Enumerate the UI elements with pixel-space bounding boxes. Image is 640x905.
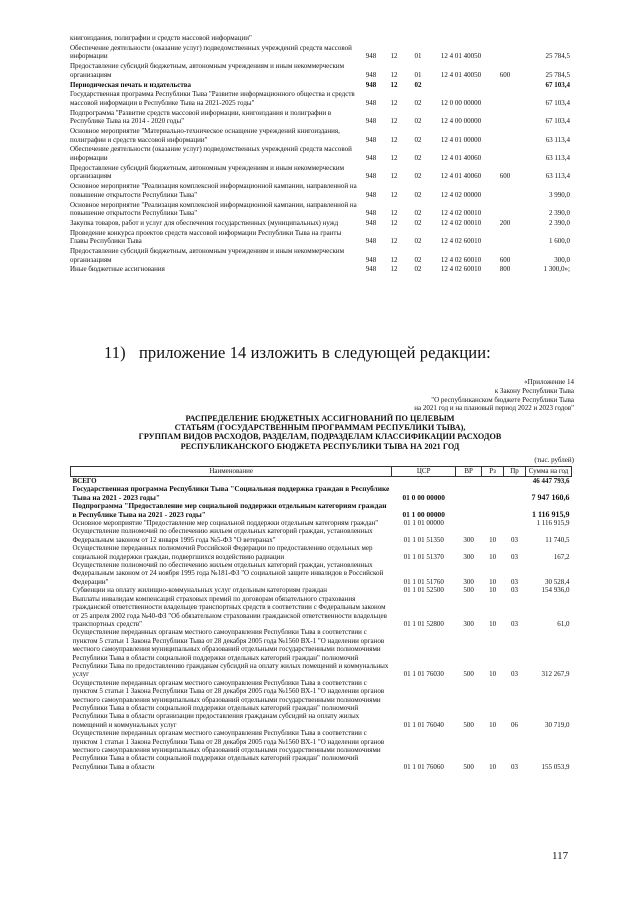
cell-csr: 01 1 01 52500 bbox=[403, 586, 444, 595]
cell-pr: 02 bbox=[414, 117, 422, 126]
cell-vr: 300 bbox=[463, 619, 474, 628]
cell-g: 948 bbox=[365, 172, 377, 181]
cell-sum: 155 053,9 bbox=[541, 762, 570, 771]
cell-sum: 67 103,4 bbox=[545, 80, 570, 89]
table-row bbox=[70, 219, 570, 228]
cell-sum: 1 116 915,9 bbox=[536, 519, 570, 528]
cell-rz: 12 bbox=[390, 190, 398, 199]
table-row bbox=[71, 561, 572, 586]
cell-pr: 03 bbox=[511, 586, 519, 595]
cell-pr: 02 bbox=[414, 218, 422, 227]
table-row bbox=[70, 182, 570, 199]
cell-vr bbox=[456, 477, 482, 486]
cell-csr: 01 1 01 76060 bbox=[403, 762, 444, 771]
cell-vr: 500 bbox=[463, 586, 474, 595]
cell-rz: 10 bbox=[489, 720, 497, 729]
cell-pr bbox=[504, 519, 526, 527]
cell-csr: 01 1 00 00000 bbox=[402, 509, 445, 519]
cell-name: ВСЕГО bbox=[72, 477, 97, 485]
cell-sum: 25 784,5 bbox=[545, 52, 570, 61]
cell-name: Закупка товаров, работ и услуг для обеспечения государственных (муниципальных) нужд bbox=[70, 218, 339, 227]
cell-csr: 12 4 02 60010 bbox=[440, 255, 482, 264]
table-row bbox=[71, 527, 572, 544]
table-row bbox=[70, 81, 570, 90]
cell-name: Предоставление субсидий бюджетным, автономным учреждениям и иным некоммерческим организациям bbox=[70, 163, 345, 181]
cell-pr bbox=[504, 477, 526, 486]
cell-pr: 03 bbox=[511, 535, 519, 544]
cell-rz: 10 bbox=[489, 535, 497, 544]
cell-name: Государственная программа Республики Тыва "Развитие информационного общества и средств массовой информации в Республике Тыва на 2021-2025 годы" bbox=[70, 90, 355, 107]
cell-rz: 10 bbox=[489, 586, 497, 595]
cell-pr: 03 bbox=[511, 577, 519, 586]
cell-rz: 10 bbox=[489, 552, 497, 561]
cell-sum: 63 113,4 bbox=[545, 154, 570, 163]
cell-pr: 02 bbox=[414, 265, 422, 274]
cell-vr: 600 bbox=[499, 172, 511, 181]
table-row bbox=[70, 109, 570, 126]
cell-g: 948 bbox=[365, 265, 377, 274]
cell-g: 948 bbox=[365, 98, 377, 107]
cell-rz: 10 bbox=[489, 577, 497, 586]
header-name: Наименование bbox=[71, 467, 392, 477]
cell-sum: 11 740,5 bbox=[545, 535, 570, 544]
cell-rz: 10 bbox=[489, 762, 497, 771]
table-row bbox=[71, 519, 572, 527]
table-row bbox=[71, 586, 572, 594]
cell-rz: 12 bbox=[390, 237, 398, 246]
cell-csr: 12 0 00 00000 bbox=[440, 98, 482, 107]
table-row bbox=[71, 628, 572, 678]
cell-rz: 12 bbox=[390, 98, 398, 107]
cell-name: Субвенции на оплату жилищно-коммунальных услуг отдельным категориям граждан bbox=[72, 586, 327, 595]
cell-name: Государственная программа Республики Тыва "Социальная поддержка граждан в Республике Тыва на 2021 - 2023 годы" bbox=[72, 484, 390, 502]
cell-csr: 12 4 01 00000 bbox=[440, 135, 482, 144]
cell-vr: 500 bbox=[463, 762, 474, 771]
table-row bbox=[70, 90, 570, 107]
cell-rz: 12 bbox=[390, 209, 398, 218]
cell-csr: 12 4 02 60010 bbox=[440, 237, 482, 246]
cell-sum: 67 103,4 bbox=[545, 117, 570, 126]
cell-name: Обеспечение деятельности (оказание услуг) подведомственных учреждений средств массовой информации bbox=[70, 43, 352, 61]
cell-name: Обеспечение деятельности (оказание услуг) подведомственных учреждений средств массовой информации bbox=[70, 145, 352, 163]
table-row bbox=[71, 729, 572, 771]
table-row bbox=[70, 201, 570, 218]
cell-rz: 12 bbox=[390, 52, 398, 61]
cell-rz: 12 bbox=[390, 218, 398, 227]
cell-vr: 200 bbox=[499, 218, 511, 227]
cell-csr: 01 1 01 76030 bbox=[403, 670, 444, 679]
cell-csr: 12 4 01 40060 bbox=[440, 154, 482, 163]
cell-name: Предоставление субсидий бюджетным, автономным учреждениям и иным некоммерческим организациям bbox=[70, 247, 345, 264]
cell-sum: 30 528,4 bbox=[545, 577, 570, 586]
cell-g: 948 bbox=[365, 135, 377, 144]
cell-g: 948 bbox=[365, 237, 377, 246]
amendment-number: 11) bbox=[104, 343, 126, 362]
cell-rz bbox=[482, 502, 504, 519]
cell-g: 948 bbox=[365, 80, 377, 89]
annex-line: на 2021 год и на плановый период 2022 и 2023 годов" bbox=[414, 404, 574, 413]
table-row bbox=[71, 502, 572, 519]
cell-rz: 10 bbox=[489, 619, 497, 628]
cell-sum: 1 116 915,9 bbox=[531, 509, 570, 519]
table-row bbox=[70, 127, 570, 144]
cell-pr: 02 bbox=[414, 154, 422, 163]
cell-name: Подпрограмма "Развитие средств массовой информации, книгоиздания и полиграфии в Республике Тыва на 2014 - 2020 годы" bbox=[70, 108, 332, 126]
annex-line: «Приложение 14 bbox=[524, 378, 574, 386]
annex-line: к Закону Республики Тыва bbox=[494, 386, 574, 395]
cell-pr: 03 bbox=[511, 552, 519, 561]
cell-csr: 12 4 02 60010 bbox=[440, 265, 482, 274]
cell-vr: 600 bbox=[499, 255, 511, 264]
cell-csr bbox=[392, 477, 456, 486]
cell-name: книгоиздания, полиграфии и средств массовой информации" bbox=[70, 34, 252, 42]
cell-pr: 01 bbox=[414, 52, 422, 61]
cell-sum: 312 267,9 bbox=[541, 670, 570, 679]
cell-name: Основное мероприятие "Реализация комплексной информационной кампании, направленной на повышение открытости Республики Тыва" bbox=[70, 200, 357, 218]
cell-g: 948 bbox=[365, 154, 377, 163]
cell-sum: 46 447 793,6 bbox=[532, 477, 570, 485]
cell-rz bbox=[482, 519, 504, 527]
table-row bbox=[70, 164, 570, 181]
amendment-text: приложение 14 изложить в следующей редакции: bbox=[139, 343, 491, 362]
amendment-heading bbox=[104, 343, 491, 363]
cell-vr: 500 bbox=[463, 670, 474, 679]
cell-sum: 300,0 bbox=[554, 255, 570, 264]
table-row bbox=[70, 265, 570, 274]
cell-name: Осуществление полномочий по обеспечению жильем отдельных категорий граждан, установленных Федеральным законом от 12 января 1995 года №5-ФЗ "О ветеранах" bbox=[72, 527, 373, 544]
cell-vr: 300 bbox=[463, 535, 474, 544]
table-row bbox=[71, 485, 572, 502]
cell-g: 948 bbox=[365, 70, 377, 79]
cell-sum: 154 936,0 bbox=[541, 586, 570, 595]
annex-caption bbox=[414, 378, 574, 413]
cell-pr: 02 bbox=[414, 98, 422, 107]
cell-sum: 63 113,4 bbox=[545, 135, 570, 144]
cell-g: 948 bbox=[365, 218, 377, 227]
cell-sum: 7 947 160,6 bbox=[531, 492, 570, 502]
table-row bbox=[71, 679, 572, 729]
cell-rz: 12 bbox=[390, 117, 398, 126]
cell-vr: 300 bbox=[463, 552, 474, 561]
units-label: (тыс. рублей) bbox=[534, 456, 574, 464]
document-title bbox=[70, 414, 570, 451]
cell-name: Основное мероприятие "Предоставление мер социальной поддержки отдельным категориям граждан" bbox=[72, 519, 379, 528]
cell-csr: 01 1 01 00000 bbox=[403, 519, 444, 528]
cell-pr bbox=[504, 485, 526, 502]
cell-csr: 12 4 01 40050 bbox=[440, 52, 482, 61]
cell-pr: 06 bbox=[511, 720, 519, 729]
cell-g: 948 bbox=[365, 52, 377, 61]
cell-rz: 12 bbox=[390, 255, 398, 264]
cell-rz bbox=[482, 485, 504, 502]
cell-pr: 02 bbox=[414, 135, 422, 144]
cell-csr: 01 1 01 76040 bbox=[403, 720, 444, 729]
cell-sum: 1 600,0 bbox=[549, 237, 570, 246]
cell-sum: 67 103,4 bbox=[545, 98, 570, 107]
cell-g: 948 bbox=[365, 190, 377, 199]
cell-name: Осуществление переданных органам местного самоуправления Республики Тыва в соответствии с пунктом 5 статьи 1 Закона Республики Тыва от 28 декабря 2005 года №1560 ВХ-1 "О наделении органов местного самоуправления муниципальных образований отдельными государственными полномочиями Республики Тыва в области социальной поддержки отдельных категорий граждан" полномочий Республики Тыва в области организации предоставления гражданам субсидий на оплату жилых помещений и коммунальных услуг bbox=[72, 678, 385, 729]
cell-csr: 12 4 01 40050 bbox=[440, 70, 482, 79]
cell-csr: 01 1 01 51350 bbox=[403, 535, 444, 544]
cell-sum: 30 719,0 bbox=[545, 720, 570, 729]
table-row bbox=[70, 247, 570, 264]
cell-csr: 12 4 01 40060 bbox=[440, 172, 482, 181]
cell-csr: 12 4 02 00010 bbox=[440, 218, 482, 227]
cell-name: Осуществление переданных полномочий Российской Федерации по предоставлению отдельных мер социальной поддержки граждан, подвергшихся воздействию радиации bbox=[72, 544, 373, 561]
cell-rz: 12 bbox=[390, 70, 398, 79]
cell-g: 948 bbox=[365, 255, 377, 264]
cell-sum: 63 113,4 bbox=[545, 172, 570, 181]
table-row bbox=[70, 34, 570, 43]
header-vr: ВР bbox=[456, 467, 482, 477]
cell-name: Основное мероприятие "Материально-техническое оснащение учреждений книгоиздания, полиграфии и средств массовой информации" bbox=[70, 127, 340, 144]
cell-name: Осуществление переданных органам местного самоуправления Республики Тыва в соответствии с пунктом 1 статьи 1 Закона Республики Тыва от 28 декабря 2005 года №1560 ВХ-1 "О наделении органов местного самоуправления муниципальных образований отдельными государственными полномочиями Республики Тыва в области социальной поддержки отдельных категорий граждан" полномочий Республики Тыва в области bbox=[72, 729, 385, 771]
cell-vr: 600 bbox=[499, 70, 511, 79]
cell-g: 948 bbox=[365, 117, 377, 126]
title-line: РЕСПУБЛИКАНСКОГО БЮДЖЕТА РЕСПУБЛИКИ ТЫВА НА 2021 ГОД bbox=[180, 441, 460, 451]
cell-csr: 01 1 01 51370 bbox=[403, 552, 444, 561]
header-pr: Пр bbox=[504, 467, 526, 477]
cell-pr: 03 bbox=[511, 670, 519, 679]
cell-csr: 12 4 02 00000 bbox=[440, 190, 482, 199]
table-header-row bbox=[71, 467, 572, 477]
cell-vr: 500 bbox=[463, 720, 474, 729]
cell-pr: 03 bbox=[511, 762, 519, 771]
cell-pr: 02 bbox=[414, 209, 422, 218]
table-row bbox=[70, 229, 570, 246]
table-row bbox=[70, 62, 570, 79]
cell-csr: 12 4 02 00010 bbox=[440, 209, 482, 218]
header-csr: ЦСР bbox=[392, 467, 456, 477]
cell-rz: 12 bbox=[390, 80, 398, 89]
header-rz: Рз bbox=[482, 467, 504, 477]
table-row bbox=[70, 145, 570, 162]
cell-name: Подпрограмма "Предоставление мер социальной поддержки отдельным категориям граждан в Республике Тыва на 2021 - 2023 годы" bbox=[72, 501, 387, 519]
cell-name: Осуществление переданных органам местного самоуправления Республики Тыва в соответствии с пунктом 5 статьи 1 Закона Республики Тыва от 28 декабря 2005 года №1560 ВХ-1 "О наделении органов местного самоуправления муниципальных образований отдельными государственными полномочиями Республики Тыва в области социальной поддержки отдельных категорий граждан" полномочий Республики Тыва по предоставлению гражданам субсидий на оплату жилых помещений и коммунальных услуг bbox=[72, 628, 389, 679]
cell-csr: 12 4 00 00000 bbox=[440, 117, 482, 126]
cell-sum: 167,2 bbox=[553, 552, 570, 561]
header-sum: Сумма на год bbox=[526, 467, 572, 477]
cell-rz: 12 bbox=[390, 135, 398, 144]
title-line: ГРУППАМ ВИДОВ РАСХОДОВ, РАЗДЕЛАМ, ПОДРАЗДЕЛАМ КЛАССИФИКАЦИИ РАСХОДОВ bbox=[138, 432, 502, 442]
title-line: РАСПРЕДЕЛЕНИЕ БЮДЖЕТНЫХ АССИГНОВАНИЙ ПО ЦЕЛЕВЫМ bbox=[185, 414, 455, 423]
budget-table-continued bbox=[70, 34, 570, 274]
cell-sum: 2 390,0 bbox=[549, 209, 570, 218]
cell-csr: 01 1 01 52800 bbox=[403, 619, 444, 628]
cell-csr: 01 1 01 51760 bbox=[403, 577, 444, 586]
cell-name: Проведение конкурса проектов средств массовой информации Республики Тыва на гранты Главы Республики Тыва bbox=[70, 228, 342, 246]
cell-name: Периодическая печать и издательства bbox=[70, 80, 192, 89]
cell-g: 948 bbox=[365, 209, 377, 218]
annex-line: "О республиканском бюджете Республики Тыва bbox=[431, 395, 574, 404]
cell-csr: 01 0 00 00000 bbox=[402, 492, 445, 502]
cell-rz: 12 bbox=[390, 172, 398, 181]
table-row bbox=[71, 595, 572, 629]
cell-name: Иные бюджетные ассигнования bbox=[70, 265, 165, 274]
cell-rz: 12 bbox=[390, 265, 398, 274]
cell-name: Выплаты инвалидам компенсаций страховых премий по договорам обязательного страхования гражданской ответственности владельцев транспортных средств в соответствии с Федеральным законом от 25 апреля 2002 года №40-ФЗ "Об обязательном страховании гражданской ответственности владельцев транспортных средств" bbox=[72, 594, 387, 628]
cell-pr: 02 bbox=[414, 255, 422, 264]
cell-vr bbox=[456, 485, 482, 502]
cell-vr bbox=[456, 502, 482, 519]
cell-rz: 10 bbox=[489, 670, 497, 679]
cell-name: Предоставление субсидий бюджетным, автономным учреждениям и иным некоммерческим организациям bbox=[70, 62, 345, 79]
cell-sum: 3 990,0 bbox=[549, 190, 570, 199]
cell-rz bbox=[482, 477, 504, 486]
cell-sum: 1 300,0»; bbox=[543, 265, 570, 274]
cell-pr: 02 bbox=[414, 190, 422, 199]
cell-name: Основное мероприятие "Реализация комплексной информационной кампании, направленной на повышение открытости Республики Тыва" bbox=[70, 182, 357, 199]
budget-allocation-table bbox=[70, 466, 572, 771]
cell-pr: 02 bbox=[414, 80, 422, 89]
cell-pr: 02 bbox=[414, 237, 422, 246]
cell-pr: 01 bbox=[414, 70, 422, 79]
cell-sum: 2 390,0 bbox=[549, 218, 570, 227]
cell-rz: 12 bbox=[390, 154, 398, 163]
cell-sum: 25 784,5 bbox=[545, 70, 570, 79]
table-row bbox=[71, 544, 572, 561]
cell-vr: 300 bbox=[463, 577, 474, 586]
cell-vr bbox=[456, 519, 482, 527]
page-number: 117 bbox=[552, 850, 569, 862]
cell-sum: 61,0 bbox=[557, 619, 570, 628]
cell-pr bbox=[504, 502, 526, 519]
cell-pr: 03 bbox=[511, 619, 519, 628]
cell-vr: 800 bbox=[499, 265, 511, 274]
table-row bbox=[70, 44, 570, 61]
cell-pr: 02 bbox=[414, 172, 422, 181]
cell-name: Осуществление полномочий по обеспечению жильем отдельных категорий граждан, установленных Федеральным законом от 24 ноября 1995 года №181-ФЗ "О социальной защите инвалидов в Российской Федерации" bbox=[72, 561, 384, 586]
title-line: СТАТЬЯМ (ГОСУДАРСТВЕННЫМ ПРОГРАММАМ РЕСПУБЛИКИ ТЫВА), bbox=[174, 423, 466, 433]
